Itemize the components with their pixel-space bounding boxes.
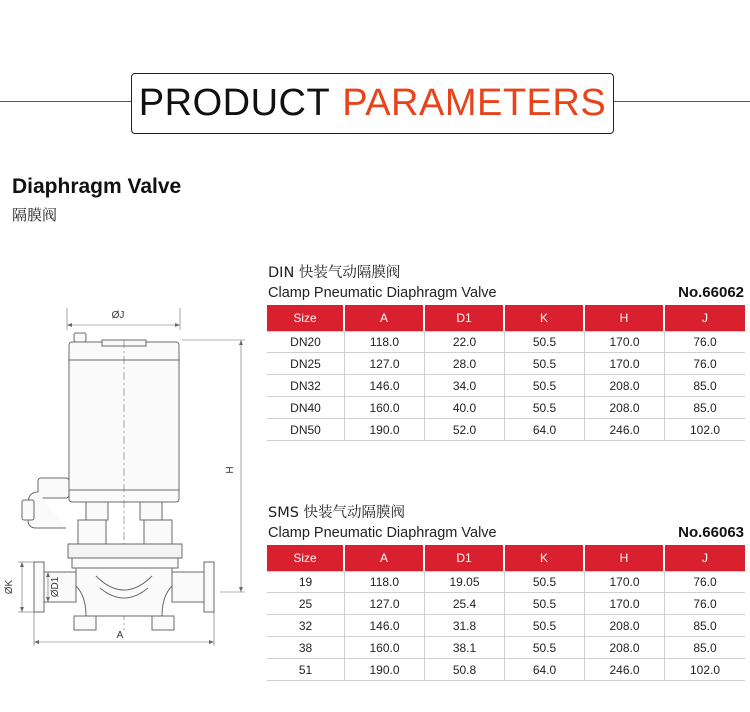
col-header-h: H [585, 305, 665, 331]
col-header-d1: D1 [425, 305, 505, 331]
table-row [267, 593, 745, 615]
din-table-title-cn: DIN 快装气动隔膜阀 [268, 265, 401, 281]
table-cell: 146.0 [345, 615, 425, 637]
sms-table-heading [268, 501, 744, 541]
table-cell: 19.05 [425, 571, 505, 593]
col-header-d1: D1 [425, 545, 505, 571]
table-cell: 50.5 [505, 331, 585, 353]
table-cell: 208.0 [585, 375, 665, 397]
table-cell: 246.0 [585, 419, 665, 441]
label-h: H [225, 466, 236, 474]
table-cell: DN50 [267, 419, 345, 441]
table-cell: 19 [267, 571, 345, 593]
product-subtitle: 隔膜阀 [12, 206, 58, 224]
sms-spec-table [267, 545, 745, 681]
table-cell: 190.0 [345, 419, 425, 441]
table-cell: 50.5 [505, 375, 585, 397]
table-cell: 118.0 [345, 571, 425, 593]
table-cell: 50.8 [425, 659, 505, 681]
col-header-a: A [345, 305, 425, 331]
label-j: ØJ [111, 310, 125, 321]
table-row [267, 331, 745, 353]
table-cell: 50.5 [505, 637, 585, 659]
label-k: ØK [4, 579, 15, 595]
table-row [267, 637, 745, 659]
table-cell: 50.5 [505, 397, 585, 419]
col-header-j: J [665, 545, 745, 571]
table-cell: 170.0 [585, 571, 665, 593]
col-header-j: J [665, 305, 745, 331]
table-cell: 32 [267, 615, 345, 637]
col-header-a: A [345, 545, 425, 571]
table-cell: 38.1 [425, 637, 505, 659]
section-banner [131, 73, 614, 134]
table-cell: 50.5 [505, 353, 585, 375]
table-cell: 170.0 [585, 331, 665, 353]
col-header-size: Size [267, 545, 345, 571]
table-cell: 85.0 [665, 375, 745, 397]
label-a: A [116, 630, 124, 641]
table-cell: 50.5 [505, 571, 585, 593]
din-table-number: No.66062 [678, 284, 744, 301]
table-cell: DN32 [267, 375, 345, 397]
table-cell: DN40 [267, 397, 345, 419]
table-cell: 208.0 [585, 637, 665, 659]
col-header-h: H [585, 545, 665, 571]
table-cell: 76.0 [665, 331, 745, 353]
table-cell: 64.0 [505, 419, 585, 441]
table-cell: 28.0 [425, 353, 505, 375]
label-d1: ØD1 [50, 576, 61, 598]
sms-table-title-cn: SMS 快装气动隔膜阀 [268, 505, 406, 521]
table-cell: 246.0 [585, 659, 665, 681]
table-row [267, 353, 745, 375]
table-row [267, 615, 745, 637]
banner-rule-left [0, 101, 132, 102]
table-cell: 25 [267, 593, 345, 615]
table-cell: 160.0 [345, 397, 425, 419]
table-row [267, 397, 745, 419]
table-cell: 50.5 [505, 593, 585, 615]
col-header-size: Size [267, 305, 345, 331]
table-row [267, 375, 745, 397]
table-cell: 118.0 [345, 331, 425, 353]
table-cell: 25.4 [425, 593, 505, 615]
din-table-heading [268, 261, 744, 301]
sms-table-title-en: Clamp Pneumatic Diaphragm Valve [268, 525, 497, 541]
table-cell: 102.0 [665, 419, 745, 441]
banner-rule-right [613, 101, 750, 102]
table-cell: 34.0 [425, 375, 505, 397]
din-spec-table [267, 305, 745, 441]
table-cell: 51 [267, 659, 345, 681]
table-cell: 190.0 [345, 659, 425, 681]
table-cell: 208.0 [585, 397, 665, 419]
din-table-title-en: Clamp Pneumatic Diaphragm Valve [268, 285, 497, 301]
col-header-k: K [505, 305, 585, 331]
table-cell: 85.0 [665, 397, 745, 419]
table-cell: DN20 [267, 331, 345, 353]
table-cell: 38 [267, 637, 345, 659]
sms-table-number: No.66063 [678, 524, 744, 541]
table-cell: 52.0 [425, 419, 505, 441]
table-header-row [267, 305, 745, 331]
table-cell: 85.0 [665, 615, 745, 637]
valve-dimension-drawing [0, 300, 262, 660]
table-row [267, 571, 745, 593]
table-cell: 64.0 [505, 659, 585, 681]
banner-word-parameters: PARAMETERS [342, 82, 607, 124]
product-title: Diaphragm Valve [12, 175, 182, 198]
table-row [267, 659, 745, 681]
table-cell: 40.0 [425, 397, 505, 419]
table-cell: 76.0 [665, 571, 745, 593]
table-cell: 160.0 [345, 637, 425, 659]
col-header-k: K [505, 545, 585, 571]
table-cell: 50.5 [505, 615, 585, 637]
table-cell: 102.0 [665, 659, 745, 681]
table-cell: 170.0 [585, 353, 665, 375]
table-cell: 127.0 [345, 593, 425, 615]
table-cell: 170.0 [585, 593, 665, 615]
table-cell: 146.0 [345, 375, 425, 397]
table-header-row [267, 545, 745, 571]
table-cell: 208.0 [585, 615, 665, 637]
banner-word-product: PRODUCT [138, 82, 331, 124]
table-cell: 22.0 [425, 331, 505, 353]
table-cell: 127.0 [345, 353, 425, 375]
table-row [267, 419, 745, 441]
table-cell: DN25 [267, 353, 345, 375]
table-cell: 85.0 [665, 637, 745, 659]
table-cell: 76.0 [665, 593, 745, 615]
table-cell: 76.0 [665, 353, 745, 375]
table-cell: 31.8 [425, 615, 505, 637]
